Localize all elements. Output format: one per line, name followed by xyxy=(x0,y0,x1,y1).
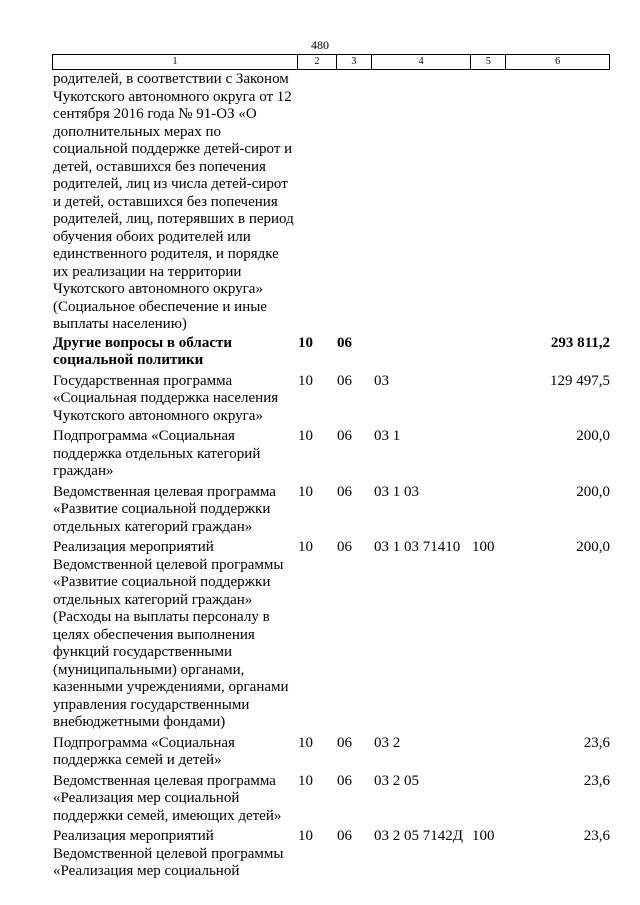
header-col-3: 3 xyxy=(337,55,372,69)
row-expense-type xyxy=(472,773,507,826)
table-row xyxy=(52,335,610,370)
header-col-5: 5 xyxy=(471,55,506,69)
table-row xyxy=(52,428,610,481)
row-section: 10 xyxy=(298,734,313,751)
table-row xyxy=(52,484,610,537)
row-section xyxy=(298,71,337,334)
row-expense-type: 100 xyxy=(472,539,495,555)
row-target-code xyxy=(372,335,472,370)
table-row xyxy=(52,373,610,426)
header-col-1: 1 xyxy=(53,55,298,69)
row-expense-type xyxy=(472,373,507,426)
budget-table-body xyxy=(52,71,610,884)
table-row xyxy=(52,773,610,826)
row-name: Подпрограмма «Социальная поддержка семей и детей» xyxy=(53,734,235,768)
row-target-code: 03 xyxy=(374,372,389,389)
row-subsection: 06 xyxy=(337,828,352,844)
row-section: 10 xyxy=(298,372,313,389)
row-amount: 23,6 xyxy=(583,772,610,789)
table-row xyxy=(52,539,610,732)
row-subsection: 06 xyxy=(337,483,352,500)
row-amount: 23,6 xyxy=(583,828,610,844)
row-name: Другие вопросы в области социальной политики xyxy=(53,334,232,368)
row-amount: 23,6 xyxy=(583,734,610,751)
row-expense-type xyxy=(472,71,507,334)
table-row xyxy=(52,735,610,770)
row-amount: 200,0 xyxy=(576,428,610,444)
row-subsection: 06 xyxy=(337,772,352,789)
row-expense-type xyxy=(472,484,507,537)
row-target-code: 03 2 xyxy=(374,734,401,751)
row-section: 10 xyxy=(298,483,313,500)
row-name: Подпрограмма «Социальная поддержка отдельных категорий граждан» xyxy=(53,428,261,479)
table-header xyxy=(52,54,610,70)
row-subsection: 06 xyxy=(337,372,352,389)
header-col-6: 6 xyxy=(555,56,561,67)
row-section: 10 xyxy=(298,334,313,351)
row-name: Ведомственная целевая программа «Реализация мер социальной поддержки семей, имеющих детей» xyxy=(53,772,282,824)
row-section: 10 xyxy=(298,539,313,555)
row-subsection: 06 xyxy=(337,334,352,351)
row-target-code: 03 2 05 xyxy=(374,772,419,789)
row-section: 10 xyxy=(298,772,313,789)
row-amount: 293 811,2 xyxy=(550,334,610,351)
row-name: Ведомственная целевая программа «Развитие социальной поддержки отдельных категорий граждан» xyxy=(53,483,276,535)
row-subsection xyxy=(337,71,372,334)
row-expense-type: 100 xyxy=(472,828,495,844)
table-row xyxy=(52,828,610,881)
row-section: 10 xyxy=(298,828,313,844)
row-name: Государственная программа «Социальная поддержка населения Чукотского автономного округа» xyxy=(53,372,279,424)
header-col-2: 2 xyxy=(298,55,337,69)
row-amount: 200,0 xyxy=(576,539,610,555)
row-amount: 200,0 xyxy=(576,483,610,500)
row-target-code: 03 2 05 7142Д xyxy=(374,828,463,844)
row-name: родителей, в соответствии с Законом Чукотского автономного округа от 12 сентября 2016 года № 91-ОЗ «О дополнительных мерах по социальной поддержке детей-сирот и детей, оставшихся без попечения родителей, лиц из числа детей-сирот и детей, оставшихся без попечения родителей, лиц, потерявших в период обучения обоих родителей или единственного родителя, и порядке их реализации на территории Чукотского автономного округа» (Социальное обеспечение и иные выплаты населению) xyxy=(53,71,294,332)
row-amount xyxy=(507,71,610,334)
row-target-code: 03 1 03 71410 xyxy=(374,539,461,555)
row-expense-type xyxy=(472,735,507,770)
row-name: Реализация мероприятий Ведомственной целевой программы «Реализация мер социальной xyxy=(53,828,284,879)
row-expense-type xyxy=(472,335,507,370)
row-section: 10 xyxy=(298,428,313,444)
table-row xyxy=(52,71,610,334)
row-amount: 129 497,5 xyxy=(550,372,610,389)
row-target-code: 03 1 xyxy=(374,428,401,444)
row-subsection: 06 xyxy=(337,428,352,444)
page-number: 480 xyxy=(311,38,329,52)
row-expense-type xyxy=(472,428,507,481)
row-target-code: 03 1 03 xyxy=(374,483,419,500)
row-subsection: 06 xyxy=(337,539,352,555)
row-subsection: 06 xyxy=(337,734,352,751)
row-target-code xyxy=(372,71,472,334)
header-col-4: 4 xyxy=(372,55,472,69)
row-name: Реализация мероприятий Ведомственной целевой программы «Развитие социальной поддержки отдельных категорий граждан» (Расходы на выплаты персоналу в целях обеспечения выполнения функций государственными (муниципальными) органами, казенными учреждениями, органами управления государственными внебюджетными фондами) xyxy=(53,539,289,730)
